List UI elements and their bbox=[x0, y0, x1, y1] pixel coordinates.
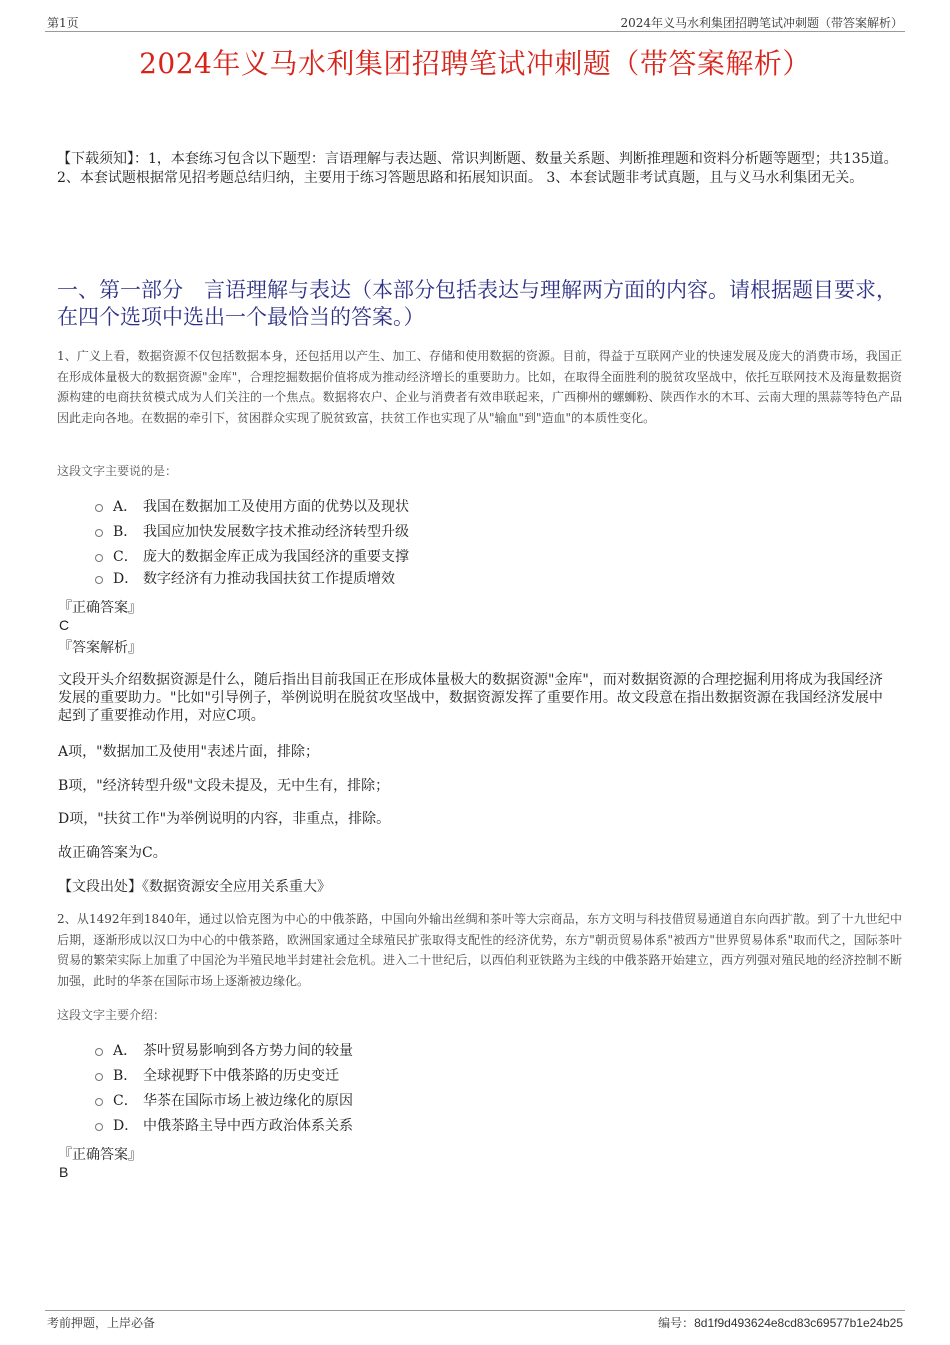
option-letter: C． bbox=[113, 1093, 138, 1109]
question-2-answer-label: 『正确答案』 bbox=[58, 1147, 142, 1163]
question-2-option-b[interactable] bbox=[95, 1065, 339, 1085]
option-letter: B． bbox=[113, 1068, 138, 1084]
question-1-passage: 1、广义上看，数据资源不仅包括数据本身，还包括用以产生、加工、存储和使用数据的资源。目前，得益于互联网产业的快速发展及庞大的消费市场，我国正在形成体量极大的数据资源"金库"，合理挖掘数据价值将成为推动经济增长的重要助力。比如，在取得全面胜利的脱贫攻坚战中，依托互联网技术及海量数据资源构建的电商扶贫模式成为人们关注的一个焦点。数据将农户、企业与消费者有效串联起来，广西柳州的螺蛳粉、陕西作水的木耳、云南大理的黑蒜等特色产品因此走向各地。在数据的牵引下，贫困群众实现了脱贫致富，扶贫工作也实现了从"输血"到"造血"的本质性变化。 bbox=[57, 349, 902, 425]
question-1-elimination-d: D项，"扶贫工作"为举例说明的内容，非重点，排除。 bbox=[58, 811, 391, 827]
radio-icon[interactable] bbox=[95, 576, 103, 584]
radio-icon[interactable] bbox=[95, 1123, 103, 1131]
question-2-answer: B bbox=[59, 1164, 69, 1180]
question-1-source: 【文段出处】《数据资源安全应用关系重大》 bbox=[58, 879, 331, 895]
option-text: 我国应加快发展数字技术推动经济转型升级 bbox=[143, 524, 409, 540]
question-1-conclusion: 故正确答案为C。 bbox=[58, 845, 167, 861]
question-1-prompt: 这段文字主要说的是： bbox=[57, 464, 178, 478]
radio-icon[interactable] bbox=[95, 529, 103, 537]
option-text: 全球视野下中俄茶路的历史变迁 bbox=[143, 1068, 339, 1084]
page-title: 2024年义马水利集团招聘笔试冲刺题（带答案解析） bbox=[139, 47, 811, 80]
question-2-option-a[interactable] bbox=[95, 1040, 353, 1060]
header-doc-title: 2024年义马水利集团招聘笔试冲刺题（带答案解析） bbox=[620, 16, 903, 30]
question-1-analysis: 文段开头介绍数据资源是什么，随后指出目前我国正在形成体量极大的数据资源"金库"，而对数据资源的合理挖掘利用将成为我国经济发展的重要助力。"比如"引导例子，举例说明在脱贫攻坚战中，数据资源发挥了重要作用。故文段意在指出数据资源在我国经济发展中起到了重要推动作用，对应C项。 bbox=[58, 672, 883, 724]
question-2-option-d[interactable] bbox=[95, 1115, 353, 1135]
radio-icon[interactable] bbox=[95, 1098, 103, 1106]
download-notice: 【下载须知】：1，本套练习包含以下题型：言语理解与表达题、常识判断题、数量关系题、判断推理题和资料分析题等题型；共135道。 2、本套试题根据常见招考题总结归纳，主要用于练习答题思路和拓展知识面。 3、本套试题非考试真题，且与义马水利集团无关。 bbox=[57, 151, 898, 186]
option-text: 华茶在国际市场上被边缘化的原因 bbox=[143, 1093, 353, 1109]
question-1-option-a[interactable] bbox=[95, 496, 409, 516]
footer-code-label: 编号： bbox=[658, 1316, 695, 1330]
radio-icon[interactable] bbox=[95, 554, 103, 562]
option-text: 茶叶贸易影响到各方势力间的较量 bbox=[143, 1043, 353, 1059]
option-letter: A． bbox=[113, 499, 138, 515]
header-divider bbox=[45, 31, 905, 32]
radio-icon[interactable] bbox=[95, 1073, 103, 1081]
footer-code bbox=[658, 1314, 903, 1331]
radio-icon[interactable] bbox=[95, 1048, 103, 1056]
option-letter: C． bbox=[113, 549, 138, 565]
question-1-answer: C bbox=[59, 617, 70, 633]
option-letter: D． bbox=[113, 571, 139, 587]
option-letter: A． bbox=[113, 1043, 138, 1059]
option-text: 数字经济有力推动我国扶贫工作提质增效 bbox=[143, 571, 395, 587]
question-1-option-d[interactable] bbox=[95, 568, 395, 588]
footer-slogan: 考前押题，上岸必备 bbox=[47, 1316, 156, 1330]
footer-divider bbox=[45, 1310, 905, 1311]
question-2-option-c[interactable] bbox=[95, 1090, 353, 1110]
footer-code-value: 8d1f9d493624e8cd83c69577b1e24b25 bbox=[694, 1316, 903, 1330]
option-text: 中俄茶路主导中西方政治体系关系 bbox=[143, 1118, 353, 1134]
question-1-elimination-a: A项，"数据加工及使用"表述片面，排除； bbox=[58, 744, 319, 760]
page-number: 第1页 bbox=[47, 16, 79, 30]
question-1-option-b[interactable] bbox=[95, 521, 409, 541]
question-2-prompt: 这段文字主要介绍： bbox=[57, 1008, 166, 1022]
option-letter: D． bbox=[113, 1118, 139, 1134]
radio-icon[interactable] bbox=[95, 504, 103, 512]
option-text: 庞大的数据金库正成为我国经济的重要支撑 bbox=[143, 549, 409, 565]
question-1-analysis-label: 『答案解析』 bbox=[58, 640, 142, 656]
question-1-elimination-b: B项，"经济转型升级"文段未提及，无中生有，排除； bbox=[58, 778, 390, 794]
option-text: 我国在数据加工及使用方面的优势以及现状 bbox=[143, 499, 409, 515]
question-2-passage: 2、从1492年到1840年，通过以恰克图为中心的中俄茶路，中国向外输出丝绸和茶叶等大宗商品，东方文明与科技借贸易通道自东向西扩散。到了十九世纪中后期，逐渐形成以汉口为中心的中俄茶路，欧洲国家通过全球殖民扩张取得支配性的经济优势，东方"朝贡贸易体系"被西方"世界贸易体系"取而代之，国际茶叶贸易的繁荣实际上加重了中国沦为半殖民地半封建社会危机。进入二十世纪后，以西伯利亚铁路为主线的中俄茶路开始建立，西方列强对殖民地的经济控制不断加强，此时的华茶在国际市场上逐渐被边缘化。 bbox=[57, 912, 902, 988]
question-1-option-c[interactable] bbox=[95, 546, 409, 566]
question-1-answer-label: 『正确答案』 bbox=[58, 600, 142, 616]
option-letter: B． bbox=[113, 524, 138, 540]
section-heading: 一、第一部分 言语理解与表达（本部分包括表达与理解两方面的内容。请根据题目要求，在四个选项中选出一个最恰当的答案。） bbox=[57, 278, 897, 329]
